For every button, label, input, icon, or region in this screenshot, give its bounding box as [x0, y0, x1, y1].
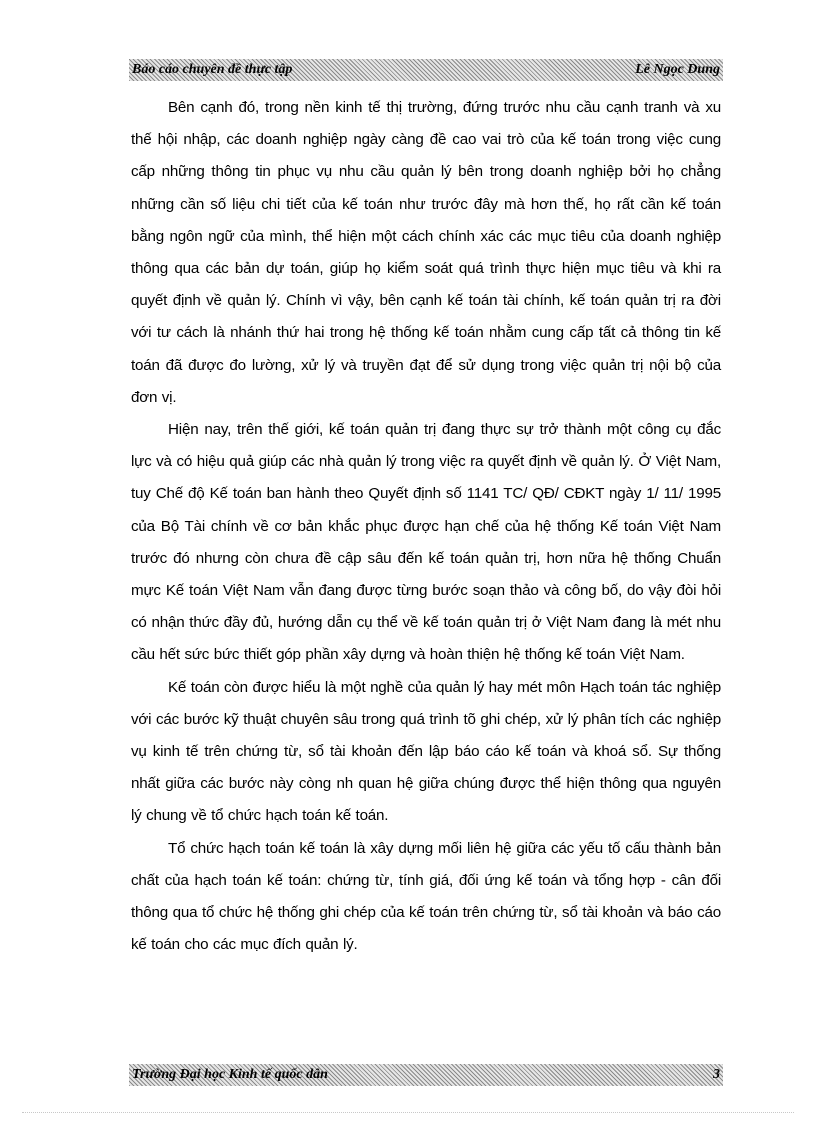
page-header	[129, 59, 723, 81]
header-title: Báo cáo chuyên đề thực tập	[132, 62, 293, 77]
page-footer	[129, 1064, 723, 1086]
paragraph: Tổ chức hạch toán kế toán là xây dựng mối liên hệ giữa các yếu tố cấu thành bản chất của hạch toán kế toán: chứng từ, tính giá, đối ứng kế toán và tổng hợp - cân đối thông qua tổ chức hệ thống ghi chép của kế toán trên chứng từ, sổ tài khoản và báo cáo kế toán cho các mục đích quản lý.	[131, 839, 721, 954]
paragraph: Hiện nay, trên thế giới, kế toán quản trị đang thực sự trở thành một công cụ đắc lực và có hiệu quả giúp các nhà quản lý trong việc ra quyết định về quản lý. Ở Việt Nam, tuy Chế độ Kế toán ban hành theo Quyết định số 1141 TC/ QĐ/ CĐKT ngày 1/ 11/ 1995 của Bộ Tài chính về cơ bản khắc phục được hạn chế của hệ thống Kế toán Việt Nam trước đó nhưng còn chưa đề cập sâu đến kế toán quản trị, hơn nữa hệ thống Chuẩn mực Kế toán Việt Nam vẫn đang được từng bước soạn thảo và công bố, do vậy đòi hỏi có nhận thức đầy đủ, hướng dẫn cụ thể về kế toán quản trị ở Việt Nam đang là mét nhu cầu hết sức bức thiết góp phần xây dựng và hoàn thiện hệ thống kế toán Việt Nam.	[131, 421, 721, 664]
footer-institution: Trường Đại học Kinh tế quốc dân	[132, 1067, 328, 1082]
page-bottom-divider	[22, 1112, 794, 1113]
paragraph: Kế toán còn được hiểu là một nghề của quản lý hay mét môn Hạch toán tác nghiệp với các bước kỹ thuật chuyên sâu trong quá trình tõ ghi chép, xử lý phân tích các nghiệp vụ kinh tế trên chứng từ, sổ tài khoản đến lập báo cáo kế toán và khoá sổ. Sự thống nhất giữa các bước này còng nh quan hệ giữa chúng được thể hiện thông qua nguyên lý chung về tổ chức hạch toán kế toán.	[131, 678, 721, 825]
paragraph: Bên cạnh đó, trong nền kinh tế thị trường, đứng trước nhu cầu cạnh tranh và xu thế hội nhập, các doanh nghiệp ngày càng đề cao vai trò của kế toán trong việc cung cấp những thông tin phục vụ nhu cầu quản lý bên trong doanh nghiệp bởi họ chẳng những cần số liệu chi tiết của kế toán như trước đây mà hơn thế, họ rất cần kế toán bằng ngôn ngữ của mình, thể hiện một cách chính xác các mục tiêu của doanh nghiệp thông qua các bản dự toán, giúp họ kiểm soát quá trình thực hiện mục tiêu và khi ra quyết định về quản lý. Chính vì vậy, bên cạnh kế toán tài chính, kế toán quản trị ra đời với tư cách là nhánh thứ hai trong hệ thống kế toán nhằm cung cấp tất cả thông tin kế toán đã được đo lường, xử lý và truyền đạt để sử dụng trong việc quản trị nội bộ của đơn vị.	[131, 99, 721, 406]
document-body	[131, 92, 721, 961]
header-author: Lê Ngọc Dung	[635, 62, 720, 77]
page-number: 3	[713, 1067, 720, 1082]
